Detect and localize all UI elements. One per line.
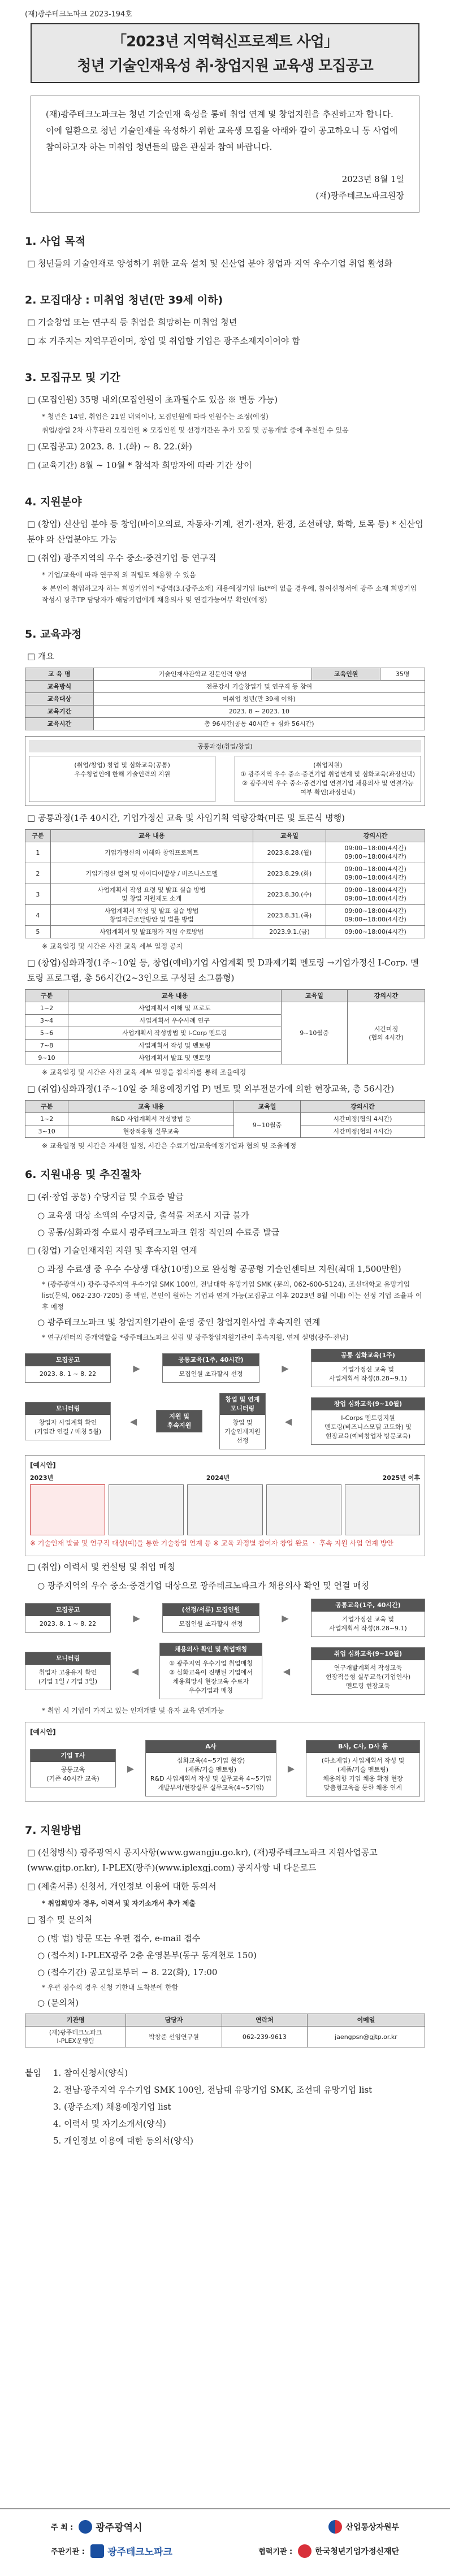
cell: 3 [25,884,51,905]
note: * 우편 접수의 경우 신청 기한내 도착분에 한함 [42,1984,179,1991]
common-box-startup: (취업/창업) 창업 및 심화교육(공통) 우수청업인에 한해 기술인력의 지원 [29,756,215,802]
cell: 사업계획서 이해 및 프로토 [68,1002,282,1015]
cell: 09:00~18:00(4시간) 09:00~18:00(4시간) [326,842,425,863]
footer [0,2508,450,2576]
cell: 09:00~18:00(4시간) [326,926,425,938]
cell: 2 [25,863,51,884]
intro-body: (재)광주테크노파크는 청년 기술인재 육성을 통해 취업 연계 및 창업지원을 추진하고자 합니다. 이에 일환으로 청년 기술인재를 육성하기 위한 교육생 모집을 아래와 같이 공고하오니 동 사업에 참여하고자 하는 미취업 청년들의 많은 관심과 참여 바랍니다. [46,109,398,152]
flow-body: 연구개발계획서 작성교육 현장적응형 실무교육(기업인사) 멘토링 현장교육 [325,1664,411,1690]
intro-date: 2023년 8월 1일 [341,174,404,184]
flow-head: 모집공고 [25,1354,110,1366]
partner-label: 협력기관 : [258,2548,293,2556]
cell: 1 [25,842,51,863]
section-title: 4. 지원분야 [25,496,82,508]
sub-paragraph: ○ (접수기간) 공고일로부터 ~ 8. 22(화), 17:00 [37,1967,218,1977]
cell: 시간미정 (협의 4시간) [348,1002,425,1064]
flow-body: 모집인원 초과할시 선정 [179,1620,243,1627]
flow-box [159,1643,262,1699]
flow-head: 채용의사 확인 및 취업매칭 [160,1643,262,1656]
paragraph: □ (모집공고) 2023. 8. 1.(화) ~ 8. 22.(화) [27,441,192,452]
attach-item: 2. 전남·광주지역 우수기업 SMK 100인, 전남대 유망기업 SMK, 조선대 유망기업 list [53,2085,373,2095]
flow-box [311,1349,425,1387]
cell: 2023. 8 ~ 2023. 10 [93,705,425,718]
cell: 현장적응형 실무교육 [68,1125,234,1138]
cell: 1~2 [25,1002,68,1015]
cell: 전문강사 기술창업가 및 연구직 등 참여 [93,681,425,693]
note: ※ 교육일정 및 시간은 사전 교육 세부 일정 공지 [42,942,183,950]
host-name: 광주광역시 [96,2522,142,2534]
section-purpose [25,233,425,271]
gjtp-logo-icon [90,2544,104,2558]
roadmap-block [266,1484,341,1535]
cell: 9~10월중 [234,1113,301,1138]
section-title: 2. 모집대상 : 미취업 청년(만 39세 이하) [25,294,223,306]
cell: 교육방식 [25,681,94,693]
flow-box [162,1603,259,1633]
th: 교육일 [234,1101,301,1113]
year-label: 2025년 이후 [382,1474,420,1482]
common-schedule-table [25,829,425,938]
ministry-emblem-icon [328,2520,342,2534]
roadmap-blocks [30,1484,420,1535]
section-title: 5. 교육과정 [25,628,82,640]
cell: 09:00~18:00(4시간) 09:00~18:00(4시간) [326,863,425,884]
roadmap-block [30,1484,105,1535]
paragraph: □ (취·창업 공통) 수당지급 및 수료증 발급 [27,1192,184,1202]
section-title: 6. 지원내용 및 추진절차 [25,1168,141,1181]
paragraph: □ (창업) 기술인재지원 지원 및 후속지원 연계 [27,1245,197,1255]
note: ※ 본인이 취업하고자 하는 희망기업이 *광역(3.(광주소재) 채용예정기업 list*에 없을 경우에, 참여신청서에 광주 소재 희망기업 작성시 광주TP 담당자가 해당기업에게 채용의사 및 연결가능여부 확인(예정) [42,585,417,604]
startup-flow-row1 [25,1349,425,1387]
cell: 2023.8.28.(월) [253,842,326,863]
section-course [25,626,425,1151]
flow-head: 공통교육(1주, 40시간) [311,1599,425,1612]
title-line1: 「2023년 지역혁신프로젝트 사업」 [112,33,338,50]
flow-box [25,1402,111,1440]
cell: 총 96시간(공통 40시간 + 심화 56시간) [93,718,425,730]
cell: 교육대상 [25,693,94,705]
flow-head: 모집공고 [25,1604,110,1616]
th: 강의시간 [348,990,425,1002]
flow-head: 기업 T사 [31,1750,115,1762]
flow-head: 창업 심화교육(9~10월) [311,1398,425,1410]
flow-box [25,1603,111,1633]
section-title: 7. 지원방법 [25,1824,82,1837]
gwangju-emblem-icon [79,2520,92,2534]
attach-item: 3. (광주소재) 채용예정기업 list [53,2102,171,2112]
th: 강의시간 [326,830,425,842]
th: 교육일 [281,990,347,1002]
cell: 9~10월중 [281,1002,347,1064]
attachments [25,2064,425,2149]
flow-box [25,1353,111,1383]
section-title: 1. 사업 목적 [25,235,86,248]
org-logo [51,2544,172,2558]
cell: 3~4 [25,1015,68,1027]
flow-box [25,1652,111,1690]
year-label: 2024년 [206,1474,230,1482]
email-link[interactable]: jaengpsn@gjtp.or.kr [307,2027,425,2047]
flow-body: (하소재업) 사업계획서 작성 및 (제품/기술 멘토링) 채용의향 기업 채용 확정 현장 맞춤형교육을 통한 채용 연계 [321,1757,405,1791]
course-overview-table [25,668,425,730]
th: 교육일 [253,830,326,842]
note: ※ 교육일정 및 시간은 사전 교육 세부 일정을 참석자를 통해 조율예정 [42,1068,246,1076]
kef-logo-icon [298,2544,311,2558]
roadmap-block [109,1484,184,1535]
section-apply [25,1822,425,2047]
flow-head: 공통교육(1주, 40시간) [163,1354,259,1366]
arrow-left-icon: ◀ [284,1415,292,1427]
paragraph: □ (모집인원) 35명 내외(모집인원이 초과될수도 있음 ※ 변동 가능) [27,395,278,405]
cell: 35명 [380,668,425,681]
flow-body: 심화교육(4~5기업 현장) (제품/기술 멘토링) R&D 사업계획서 작성 및 실무교육 4~5기업 개발부서/현장실무 실무교육(4~5기업) [150,1757,272,1791]
flow-head: B사, C사, D사 등 [306,1741,419,1753]
flow-body: 공통교육 (기존 40시간 교육) [46,1766,99,1782]
sub-paragraph: ○ (접수처) I-PLEX광주 2층 운영본부(동구 동계천로 150) [37,1950,257,1960]
cell: 시간미정(협의 4시간) [300,1125,425,1138]
section-scale [25,369,425,473]
note: * 기업/교육에 따라 연구직 외 직렬도 채용할 수 있음 [42,571,196,579]
flow-box [162,1353,259,1383]
cell: 5 [25,926,51,938]
th: 담당자 [126,2014,222,2027]
arrow-left-icon: ◀ [131,1665,139,1677]
paragraph: □ (취업) 광주지역의 우수 중소·중견기업 등 연구직 [27,553,217,563]
th: 이메일 [307,2014,425,2027]
cell: 062-239-9613 [222,2027,307,2047]
org-name: 광주테크노파크 [107,2547,172,2558]
section-target [25,292,425,349]
contact-table [25,2014,425,2047]
title-line2: 청년 기술인재육성 취·창업지원 교육생 모집공고 [77,58,373,75]
arrow-right-icon: ▶ [133,1612,140,1623]
cell: 2023.8.31.(목) [253,905,326,926]
flow-body: 기업가정신 교육 및 사업계획서 작성(8.28~9.1) [329,1366,407,1382]
attach-label: 붙임 [25,2068,41,2078]
paragraph: □ (취업)심화과정(1주~10일 중 채용예정기업 P) 멘토 및 외부전문가에 의한 현장교육, 총 56시간) [27,1084,395,1094]
example-title: [예시안] [30,1728,56,1736]
flow-body: 창업자 사업계획 확인 (기업간 연결 / 매칭 5월) [34,1419,102,1435]
cell: 1~2 [25,1113,68,1125]
cell: 09:00~18:00(4시간) 09:00~18:00(4시간) [326,884,425,905]
cell: 사업계획서 작성 요령 및 발표 실습 방법 및 창업 지원제도 소개 [50,884,253,905]
arrow-right-icon: ▶ [282,1612,289,1623]
th: 교육 내용 [68,1101,234,1113]
flow-body: 모집인원 초과할시 선정 [179,1370,243,1378]
cell: 2023.8.29.(화) [253,863,326,884]
arrow-right-icon: ▶ [282,1362,289,1374]
cell: 2023.9.1.(금) [253,926,326,938]
flow-head: 모니터링 [25,1652,110,1665]
th: 구분 [25,830,51,842]
flow-box [219,1393,266,1449]
flow-box [311,1599,425,1637]
th: 교육 내용 [50,830,253,842]
flow-head: 취업 심화교육(9~10월) [311,1648,425,1660]
common-course-box [25,736,425,806]
cell: 시간미정(협의 4시간) [300,1113,425,1125]
sub-paragraph: ○ (문의처) [37,1998,79,2008]
attach-item: 5. 개인정보 이용에 대한 동의서(양식) [53,2136,193,2146]
flow-head: 창업 및 연계 모니터링 [220,1393,265,1415]
example-box [306,1740,420,1796]
flow-body: 2023. 8. 1 ~ 8. 22 [39,1620,97,1627]
sub-paragraph: ○ 과정 수료생 중 우수 수상생 대상(10명)으로 완성형 공공형 기술인센티브 지원(최대 1,500만원) [37,1264,401,1274]
cell: 사업계획서 작성 및 발표 실습 방법 창업자금조달방안 및 법률 방법 [50,905,253,926]
arrow-left-icon: ◀ [283,1665,291,1677]
paragraph: □ 접수 및 문의처 [27,1915,93,1925]
paragraph: □ (제출서류) 신청서, 개인정보 이용에 대한 동의서 [27,1881,217,1891]
flow-head: 모니터링 [25,1402,110,1415]
org-label: 주관기관 : [51,2548,85,2556]
ministry-name: 산업통상자원부 [345,2522,399,2532]
cell: 미취업 청년(만 39세 이하) [93,693,425,705]
cell: 기술인재사관학교 전문인력 양성 [93,668,311,681]
common-head: 공통과정(취업/창업) [29,740,421,752]
flow-head: 공통 심화교육(1주) [311,1349,425,1362]
sub-paragraph: ○ 공통/심화과정 수료시 광주테크노파크 원장 직인의 수료증 발급 [37,1227,280,1237]
cell: 09:00~18:00(4시간) 09:00~18:00(4시간) [326,905,425,926]
cell: 사업계획서 작성방법 및 I-Corp 멘토링 [68,1027,282,1040]
example-note: ※ 기술인재 발굴 및 연구직 대상(예)을 통한 기술창업 연계 등 ※ 교육 과정별 참여자 창업 완료 ㆍ 후속 지원 사업 연계 방안 [30,1539,393,1547]
flow-body: 기업가정신 교육 및 사업계획서 작성(8.28~9.1) [329,1616,407,1632]
example-title: [예시안] [30,1461,56,1469]
employ-advanced-table [25,1100,425,1138]
flow-body: ① 광주지역 우수기업 취업매칭 ② 심화교육이 진행된 기업에서 채용희망시 현장교육 수료자 우수기업과 매칭 [169,1660,253,1694]
startup-flow-row2 [25,1393,425,1449]
cell: 사업계획서 및 발표평가 지원 수료방법 [50,926,253,938]
intro-box [31,96,419,213]
arrow-right-icon: ▶ [127,1763,135,1774]
section-fields [25,493,425,605]
flow-head: 지원 및 후속지원 [157,1410,202,1432]
cell: 2023.8.30.(수) [253,884,326,905]
sub-paragraph: ○ 교육생 대상 소액의 수당지급, 출석률 저조시 지급 불가 [37,1210,249,1220]
cell: 교육기간 [25,705,94,718]
sub-paragraph: ○ 광주지역의 우수 중소·중견기업 대상으로 광주테크노파크가 채용의사 확인 및 연결 매칭 [37,1581,370,1591]
paragraph: □ (창업)심화과정(1주~10일 등, 창업(예비)기업 사업계획 및 D과제기획 멘토링 →기업가정신 I-Corp. 멘토링 프로그램, 총 56시간(2~3인으로 구성된 소그룹형) [27,958,419,983]
cell: 5~6 [25,1027,68,1040]
cell: 사업계획서 우수사례 연구 [68,1015,282,1027]
th: 구분 [25,990,68,1002]
paragraph: □ 개요 [27,651,54,661]
section-title: 3. 모집규모 및 기간 [25,371,120,384]
cell: 3~10 [25,1125,68,1138]
flow-body: 2023. 8. 1 ~ 8. 22 [39,1370,97,1378]
cell: 기업가정신의 이해와 창업프로젝트 [50,842,253,863]
flow-body: 취업자 고용유지 확인 (기업 1일 / 기업 3일) [38,1669,98,1685]
arrow-right-icon: ▶ [287,1763,295,1774]
th: 교육 내용 [68,990,282,1002]
flow-box [311,1647,425,1695]
partner-name: 한국청년기업가정신재단 [315,2547,399,2556]
paragraph: □ (창업) 신산업 분야 등 창업(바이오의료, 자동차·기계, 전기·전자, 환경, 조선해양, 화학, 토목 등) * 신산업분야 와 산업분야도 가능 [27,519,423,544]
roadmap-block [187,1484,262,1535]
flow-head: (선정/서류) 모집인원 [163,1604,259,1616]
cell: 박창준 선임연구원 [126,2027,222,2047]
paragraph: □ 기술창업 또는 연구직 등 취업을 희망하는 미취업 청년 [27,317,237,327]
cell: R&D 사업계획서 작성방법 등 [68,1113,234,1125]
note: 취업/창업 2차 사후관리 모집인원 ※ 모집인원 및 선정기간은 추가 모집 및 공동개발 중에 추천될 수 있음 [42,426,349,434]
title-box [31,23,419,83]
sub-paragraph: ○ 광주테크노파크 및 창업지원기관이 운영 중인 창업지원사업 후속지원 연계 [37,1317,321,1327]
paragraph: □ 청년들의 기술인재로 양성하기 위한 교육 설치 및 신산업 분야 창업과 지역 우수기업 취업 활성화 [27,258,393,269]
notice-number: (재)광주테크노파크 2023-194호 [25,10,132,19]
arrow-left-icon: ◀ [129,1415,137,1427]
cell: 교육인원 [312,668,380,681]
flow-body: 창업 및 기술인재지원 선정 [224,1419,261,1444]
cell: 교육시간 [25,718,94,730]
cell: 교 육 명 [25,668,94,681]
note: * 취업희망자 경우, 이력서 및 자기소개서 추가 제출 [42,1899,196,1907]
cell: (재)광주테크노파크 I-PLEX운영팀 [25,2027,126,2047]
intro-sign: (재)광주테크노파크원장 [315,191,404,201]
attach-item: 1. 참여신청서(양식) [53,2068,128,2078]
host-label: 주 최 : [51,2523,73,2532]
paragraph: □ 공통과정(1주 40시간, 기업가정신 교육 및 사업기획 역량강화(미론 및 토론식 병행) [27,813,345,823]
paragraph: □ 本 거주지는 지역무관이며, 창업 및 취업할 기업은 광주소재지이어야 함 [27,336,300,346]
note: * 취업 시 기업이 가지고 있는 인재개발 및 유자 교육 연계가능 [42,1707,224,1715]
cell: 4 [25,905,51,926]
note: * 연구/센터의 중개역할을 *광주테크노파크 설립 및 광주창업지원기관이 후속지원, 연계 설명(광주·전남) [42,1334,349,1341]
example-roadmap [25,1455,425,1556]
attach-item: 4. 이력서 및 자기소개서(양식) [53,2119,166,2129]
paragraph: □ (신청방식) 광주광역시 공지사항(www.gwangju.go.kr), (재)광주테크노파크 지원사업공고(www.gjtp.or.kr), I-PLEX(광주)(www.iplexgj.com) 공지사항 내 다운로드 [27,1847,378,1873]
flow-body: I-Corps 멘토링지원 멘토링(비즈니스모델 고도화) 및 현장교육(예비창업자 방문교육) [324,1414,412,1440]
example-companies [25,1722,425,1802]
host-logo [51,2519,142,2534]
flow-box [156,1410,202,1432]
paragraph: □ (교육기간) 8월 ~ 10월 * 참석자 희망자에 따라 기간 상이 [27,460,252,470]
flow-head: A사 [146,1741,276,1753]
th: 강의시간 [300,1101,425,1113]
cell: 7~8 [25,1040,68,1052]
common-box-employ: (취업지원) ① 광주지역 우수 중소·중견기업 취업연계 및 심화교육(과정선택) ② 광주지역 우수 중소·중견기업 연결기업 채용의사 및 연결가능여부 확인(과정선택) [235,756,421,802]
note: ※ 교육일정 및 시간은 자세한 일정, 시간은 수료기업/교육예정기업과 협의 및 조율예정 [42,1142,297,1150]
partner-logo [258,2544,399,2558]
employ-flow-row1 [25,1599,425,1637]
note: * 청년은 14일, 취업은 21일 내외이나, 모집인원에 따라 인원수는 조정(예정) [42,413,269,421]
year-label: 2023년 [30,1474,54,1482]
startup-advanced-table [25,989,425,1064]
flow-box [311,1397,425,1445]
th: 기관명 [25,2014,126,2027]
note: * (광주광역시) 광주·광주지역 우수기업 SMK 100인, 전남대학 유망기업 SMK (문의, 062-600-5124), 조선대학교 유망기업 list(문의, 062-230-7205) 중 택일, 본인이 원하는 기업과 연계 가능(모집공고 이후 2023년 8월 이내) 이는 선정 기업 조율과 이후 예정 [42,1280,422,1311]
th: 연락처 [222,2014,307,2027]
cell: 기업가정신 컬쳐 및 아이디어발상 / 비즈니스모델 [50,863,253,884]
cell: 사업계획서 발표 및 멘토링 [68,1052,282,1064]
ministry-logo [328,2520,399,2534]
cell: 9~10 [25,1052,68,1064]
section-support [25,1166,425,1802]
roadmap-block [345,1484,420,1535]
employ-flow-row2 [25,1643,425,1699]
example-box [30,1749,116,1787]
cell: 사업계획서 작성 및 멘토링 [68,1040,282,1052]
arrow-right-icon: ▶ [133,1362,140,1374]
example-box [145,1740,276,1796]
paragraph: □ (취업) 이력서 및 컨설팅 및 취업 매칭 [27,1562,176,1572]
sub-paragraph: ○ (방 법) 방문 또는 우편 접수, e-mail 접수 [37,1933,201,1943]
th: 구분 [25,1101,68,1113]
